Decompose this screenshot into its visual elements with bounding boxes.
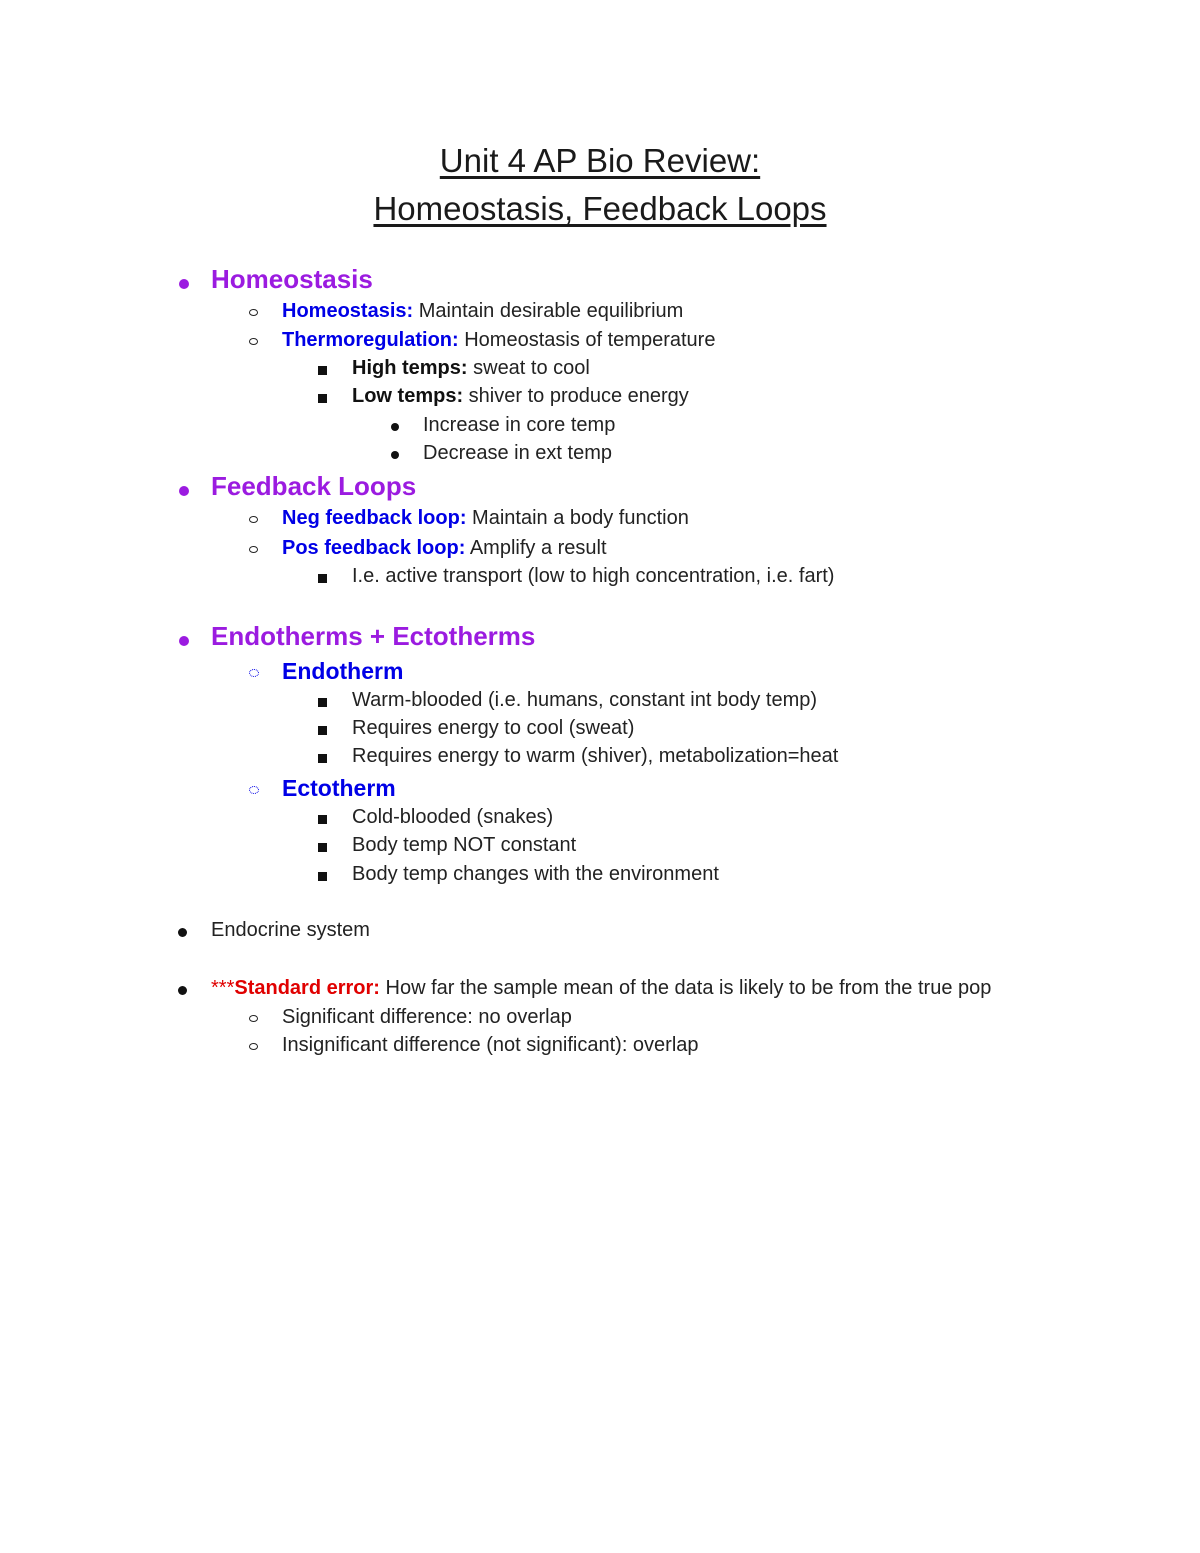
bullet-ring [249,546,258,553]
bullet-square [318,366,327,375]
bullet-dot [178,986,187,995]
item-significant-difference: Significant difference: no overlap [282,1006,572,1028]
item-homeostasis: Homeostasis: Maintain desirable equilibrium [282,300,684,322]
item-high-temps: High temps: sweat to cool [352,357,590,379]
item-low-temps: Low temps: shiver to produce energy [352,385,689,407]
bullet-ring [249,1043,258,1050]
bullet-ring [249,669,259,677]
bullet-dot [391,423,399,431]
list-item: Requires energy to cool (sweat) [352,717,635,739]
bullet-ring [249,1015,258,1022]
bullet-ring [249,786,259,794]
item-standard-error: ***Standard error: How far the sample mean of the data is likely to be from the true pop [211,977,992,999]
bullet-ring [249,338,258,345]
item-pos-feedback: Pos feedback loop: Amplify a result [282,537,607,559]
heading-feedback-loops: Feedback Loops [211,471,417,501]
item-insignificant-difference: Insignificant difference (not significant): overlap [282,1034,699,1056]
list-item: Requires energy to warm (shiver), metabolization=heat [352,745,839,767]
bullet-dot [179,636,189,646]
bullet-dot [179,279,189,289]
item-decrease-ext-temp: Decrease in ext temp [423,442,612,464]
item-thermoregulation: Thermoregulation: Homeostasis of temperature [282,329,716,351]
subheading-ectotherm: Ectotherm [282,775,396,801]
bullet-square [318,815,327,824]
heading-homeostasis: Homeostasis [211,264,373,294]
list-item: Warm-blooded (i.e. humans, constant int body temp) [352,689,818,711]
item-active-transport: I.e. active transport (low to high concentration, i.e. fart) [352,565,835,587]
bullet-square [318,698,327,707]
bullet-square [318,843,327,852]
list-item: Body temp changes with the environment [352,863,719,885]
page-title-line2: Homeostasis, Feedback Loops [373,190,827,227]
bullet-ring [249,309,258,316]
bullet-dot [391,451,399,459]
item-endocrine-system: Endocrine system [211,919,370,941]
bullet-square [318,574,327,583]
heading-endotherms-ectotherms: Endotherms + Ectotherms [211,621,536,651]
bullet-square [318,754,327,763]
page-title-line1: Unit 4 AP Bio Review: [439,142,761,179]
item-neg-feedback: Neg feedback loop: Maintain a body function [282,507,689,529]
subheading-endotherm: Endotherm [282,658,404,684]
list-item: Cold-blooded (snakes) [352,806,554,828]
bullet-ring [249,516,258,523]
bullet-square [318,872,327,881]
list-item: Body temp NOT constant [352,834,577,856]
item-increase-core-temp: Increase in core temp [423,414,616,436]
bullet-square [318,726,327,735]
bullet-dot [178,928,187,937]
bullet-square [318,394,327,403]
bullet-dot [179,486,189,496]
